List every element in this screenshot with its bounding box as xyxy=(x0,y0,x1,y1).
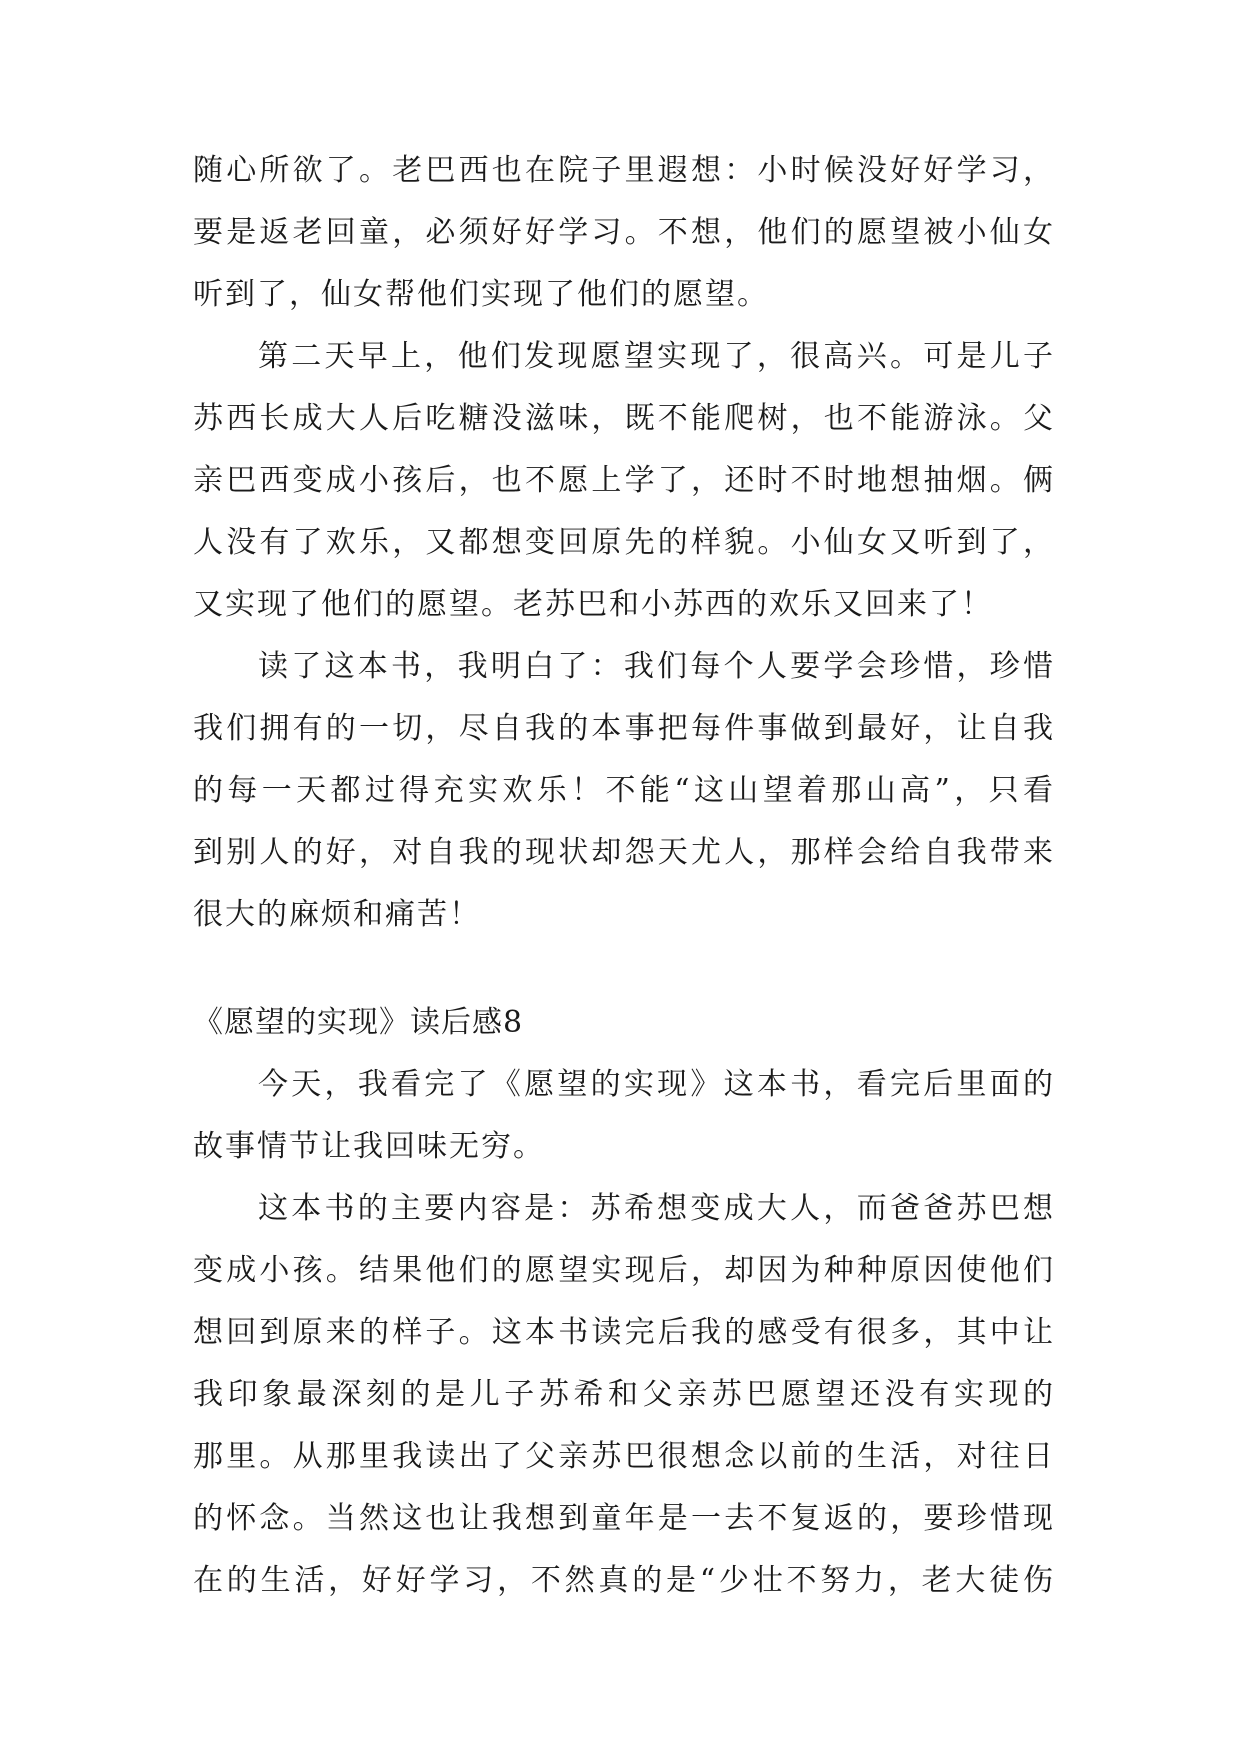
paragraph-line: 听到了，仙女帮他们实现了他们的愿望。 xyxy=(193,277,769,312)
paragraph-line: 要是返老回童，必须好好学习。不想，他们的愿望被小仙女 xyxy=(193,215,1053,250)
paragraph-line: 人没有了欢乐，又都想变回原先的样貌。小仙女又听到了， xyxy=(193,525,1053,560)
paragraph-line: 亲巴西变成小孩后，也不愿上学了，还时不时地想抽烟。俩 xyxy=(193,463,1053,498)
paragraph-line: 第二天早上，他们发现愿望实现了，很高兴。可是儿子 xyxy=(258,339,1053,374)
paragraph-line: 又实现了他们的愿望。老苏巴和小苏西的欢乐又回来了！ xyxy=(193,587,993,622)
paragraph-line: 今天，我看完了《愿望的实现》这本书，看完后里面的 xyxy=(258,1067,1053,1102)
paragraph-line: 我印象最深刻的是儿子苏希和父亲苏巴愿望还没有实现的 xyxy=(193,1377,1053,1412)
paragraph-line: 苏西长成大人后吃糖没滋味，既不能爬树，也不能游泳。父 xyxy=(193,401,1053,436)
paragraph-line: 想回到原来的样子。这本书读完后我的感受有很多，其中让 xyxy=(193,1315,1053,1350)
paragraph-line: 的每一天都过得充实欢乐！不能“这山望着那山高”，只看 xyxy=(193,773,1053,808)
paragraph-line: 很大的麻烦和痛苦！ xyxy=(193,897,481,932)
paragraph-line: 故事情节让我回味无穷。 xyxy=(193,1129,545,1164)
paragraph-line: 读了这本书，我明白了：我们每个人要学会珍惜，珍惜 xyxy=(258,649,1053,684)
paragraph-line: 随心所欲了。老巴西也在院子里遐想：小时候没好好学习， xyxy=(193,153,1053,188)
paragraph-line: 在的生活，好好学习，不然真的是“少壮不努力，老大徒伤 xyxy=(193,1563,1053,1598)
paragraph-line: 我们拥有的一切，尽自我的本事把每件事做到最好，让自我 xyxy=(193,711,1053,746)
paragraph-line: 那里。从那里我读出了父亲苏巴很想念以前的生活，对往日 xyxy=(193,1439,1053,1474)
paragraph-line: 变成小孩。结果他们的愿望实现后，却因为种种原因使他们 xyxy=(193,1253,1053,1288)
paragraph-line: 到别人的好，对自我的现状却怨天尤人，那样会给自我带来 xyxy=(193,835,1053,870)
paragraph-line: 的怀念。当然这也让我想到童年是一去不复返的，要珍惜现 xyxy=(193,1501,1053,1536)
section-heading: 《愿望的实现》读后感8 xyxy=(193,1005,524,1040)
paragraph-line: 这本书的主要内容是：苏希想变成大人，而爸爸苏巴想 xyxy=(258,1191,1053,1226)
